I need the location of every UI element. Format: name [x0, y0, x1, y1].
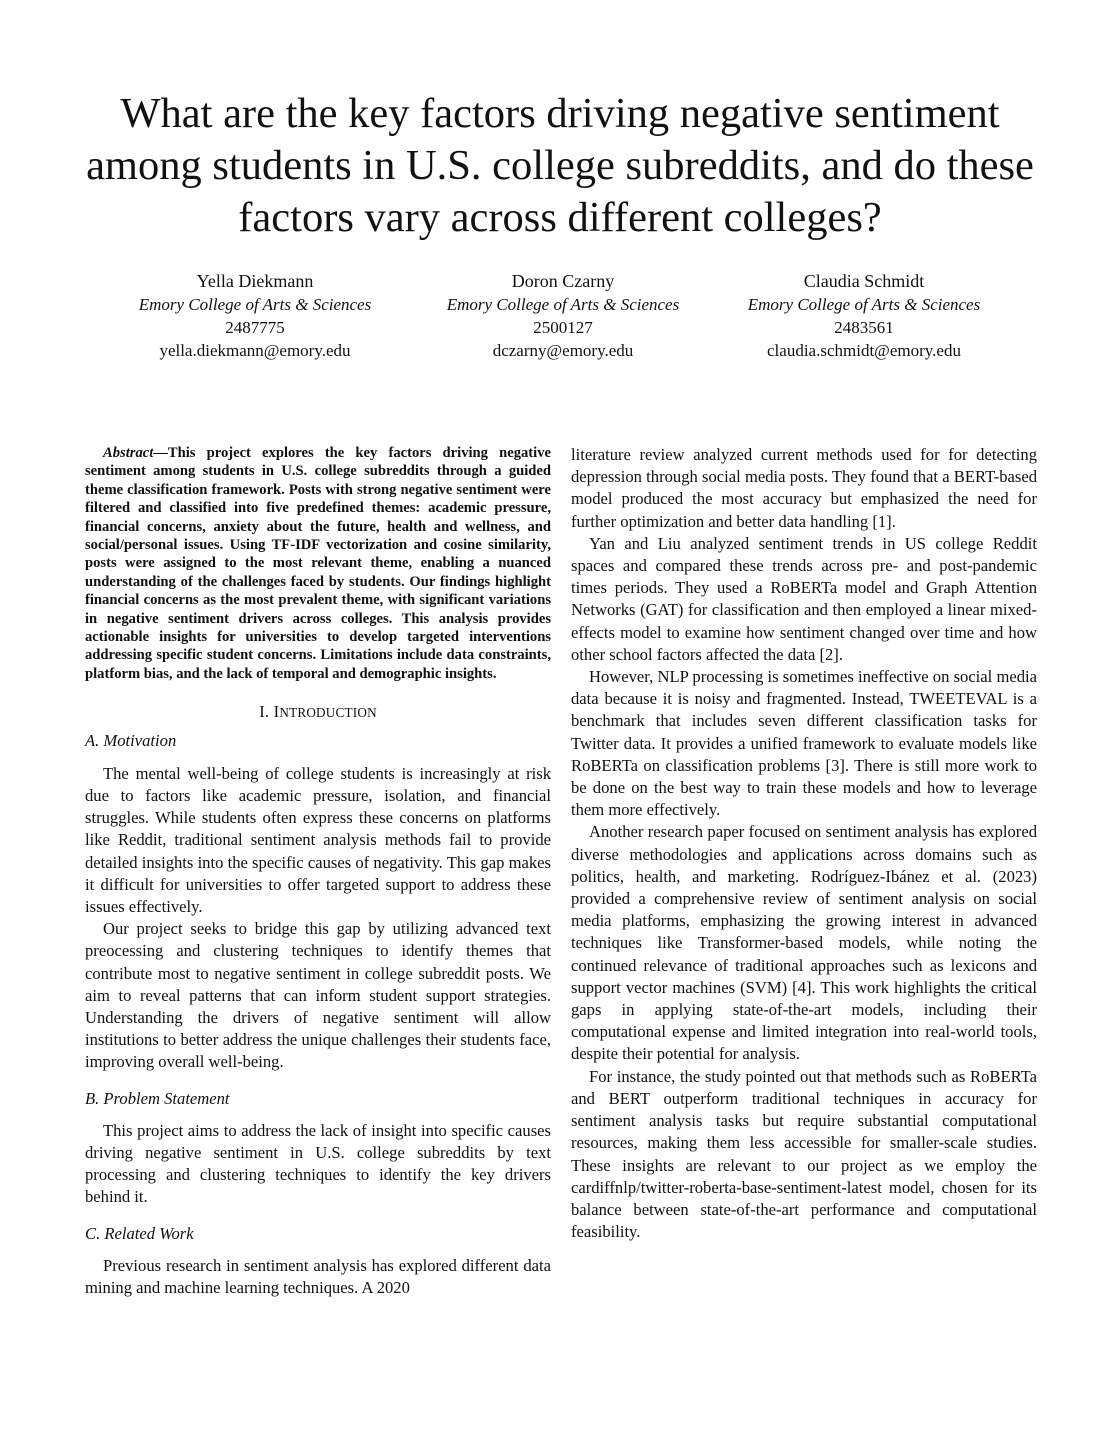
- subsection-heading-motivation: A. Motivation: [85, 731, 177, 751]
- paragraph: Yan and Liu analyzed sentiment trends in US college Reddit spaces and compared these trends across pre- and post-pandemic times periods. They used a RoBERTa model and Graph Attention Networks (GAT) for classification and then employed a linear mixed-effects model to examine how sentiment changed over time and how other school factors affected the data [2].: [571, 533, 1037, 664]
- author-id: 2487775: [225, 318, 285, 337]
- author-id: 2483561: [834, 318, 894, 337]
- author-2: [393, 270, 733, 362]
- author-email: claudia.schmidt@emory.edu: [767, 341, 961, 360]
- paper-title: What are the key factors driving negative sentiment among students in U.S. college subreddits, and do these factors vary across different colleges?: [86, 90, 1034, 241]
- paragraph: Another research paper focused on sentiment analysis has explored diverse methodologies and applications across domains such as politics, health, and marketing. Rodríguez-Ibánez et al. (2023) provided a comprehensive review of sentiment analysis on social media platforms, emphasizing the growing interest in advanced techniques like Transformer-based models, while noting the continued relevance of traditional approaches such as lexicons and support vector machines (SVM) [4]. This work highlights the critical gaps in applying state-of-the-art models, including their computational expense and limited integration into real-world tools, despite their potential for analysis.: [571, 822, 1037, 1064]
- abstract: [85, 444, 551, 683]
- author-name: Claudia Schmidt: [803, 271, 925, 291]
- author-name: Doron Czarny: [511, 271, 615, 291]
- author-affiliation: Emory College of Arts & Sciences: [747, 295, 981, 314]
- paragraph: For instance, the study pointed out that methods such as RoBERTa and BERT outperform traditional techniques in accuracy for sentiment analysis tasks but require substantial computational resources, making them less accessible for smaller-scale studies. These insights are relevant to our project as we employ the cardiffnlp/twitter-roberta-base-sentiment-latest model, chosen for its balance between state-of-the-art performance and computational feasibility.: [571, 1066, 1037, 1242]
- abstract-text: —This project explores the key factors driving negative sentiment among students in U.S. college subreddits through a guided theme classification framework. Posts with strong negative sentiment were filtered and classified into five predefined themes: academic pressure, financial concerns, anxiety about the future, health and wellness, and social/personal issues. Using TF-IDF vectorization and cosine similarity, posts were assigned to the most relevant theme, enabling a nuanced understanding of the challenges faced by students. Our findings highlight financial concerns as the most prevalent theme, with significant variations in negative sentiment drivers across colleges. This analysis provides actionable insights for universities to develop targeted interventions addressing specific student concerns. Limitations include data constraints, platform bias, and the lack of temporal and demographic insights.: [85, 445, 551, 682]
- author-email: dczarny@emory.edu: [492, 341, 634, 360]
- paragraph: Previous research in sentiment analysis has explored different data mining and machine learning techniques. A 2020: [85, 1255, 551, 1297]
- author-name: Yella Diekmann: [196, 271, 314, 291]
- paragraph: The mental well-being of college students is increasingly at risk due to factors like academic pressure, isolation, and financial struggles. While students often express these concerns on platforms like Reddit, traditional sentiment analysis methods fail to provide detailed insights into the specific causes of negativity. This gap makes it difficult for universities to offer targeted support to address these issues effectively.: [85, 763, 551, 916]
- author-affiliation: Emory College of Arts & Sciences: [138, 295, 372, 314]
- author-email: yella.diekmann@emory.edu: [159, 341, 351, 360]
- author-3: [694, 270, 1034, 362]
- author-id: 2500127: [533, 318, 593, 337]
- paragraph: literature review analyzed current methods used for for detecting depression through social media posts. They found that a BERT-based model produced the most accuracy but emphasized the need for further optimization and better data handling [1].: [571, 445, 1037, 531]
- author-1: [85, 270, 425, 362]
- abstract-label: Abstract: [103, 445, 154, 461]
- section-heading-introduction: I. INTRODUCTION: [259, 702, 377, 722]
- paragraph: However, NLP processing is sometimes ineffective on social media data because it is noisy and fragmented. Instead, TWEETEVAL is a benchmark that includes seven different classification tasks for Twitter data. It provides a unified framework to evaluate models like RoBERTa on classification problems [3]. There is still more work to be done on the best way to train these models and how to leverage them more effectively.: [571, 667, 1037, 820]
- right-column: [571, 444, 1037, 1243]
- author-affiliation: Emory College of Arts & Sciences: [446, 295, 680, 314]
- paragraph: Our project seeks to bridge this gap by utilizing advanced text preocessing and clustering techniques to identify themes that contribute most to negative sentiment in college subreddit posts. We aim to reveal patterns that can inform student support strategies. Understanding the drivers of negative sentiment will allow institutions to better address the unique challenges their students face, improving overall well-being.: [85, 919, 551, 1072]
- left-column: [85, 444, 551, 1299]
- paragraph: This project aims to address the lack of insight into specific causes driving negative sentiment in U.S. college subreddits by text processing and clustering techniques to identify the key drivers behind it.: [85, 1120, 551, 1207]
- subsection-heading-related-work: C. Related Work: [85, 1223, 194, 1243]
- subsection-heading-problem-statement: B. Problem Statement: [85, 1088, 230, 1108]
